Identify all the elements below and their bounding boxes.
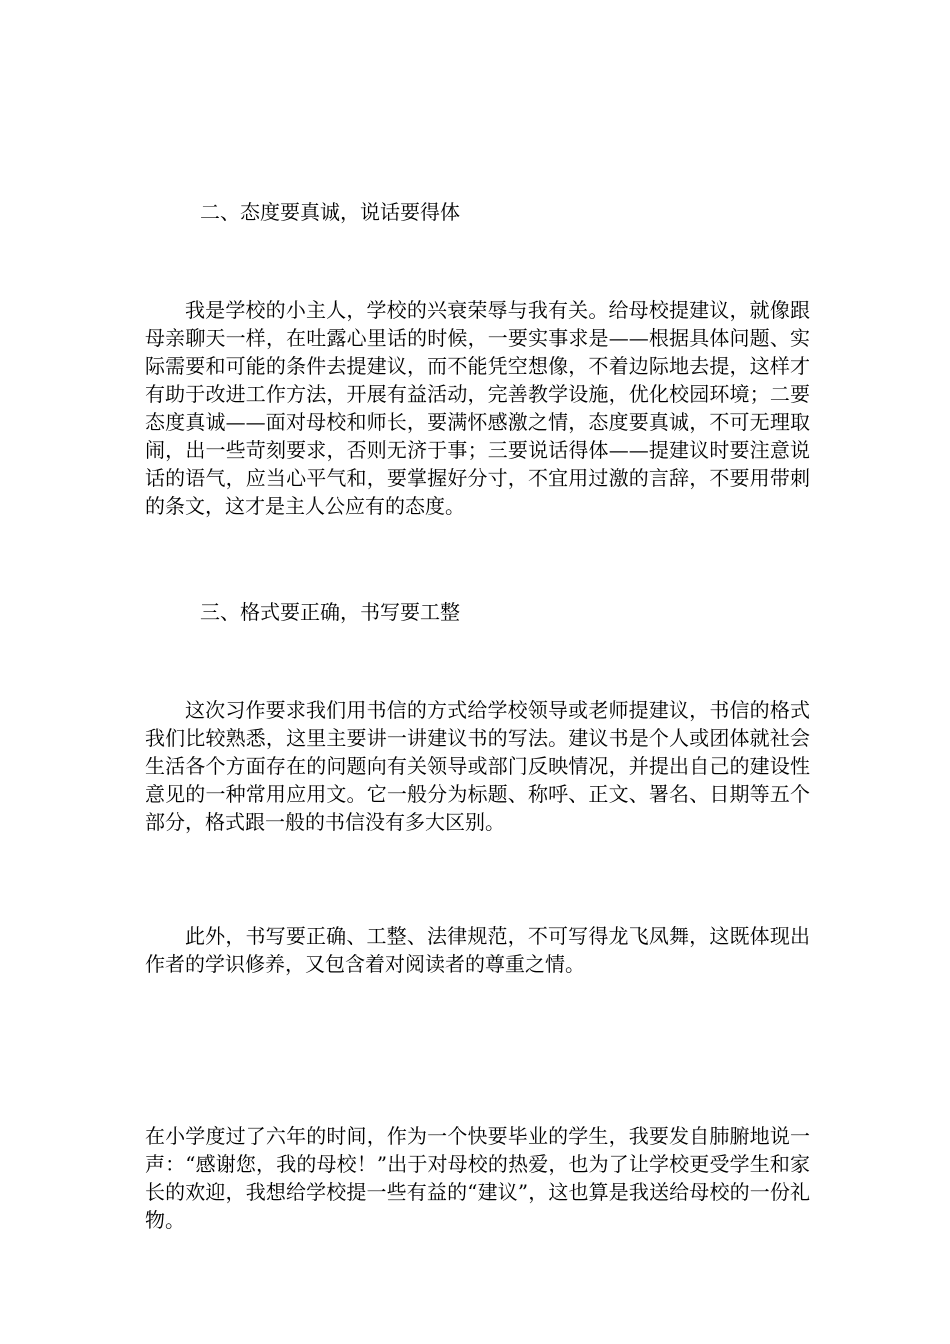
paragraph-attitude: 我是学校的小主人，学校的兴衰荣辱与我有关。给母校提建议，就像跟母亲聊天一样，在吐露心里话的时候，一要实事求是——根据具体问题、实际需要和可能的条件去提建议，而不能凭空想像，不着边际地去提，这样才有助于改进工作方法，开展有益活动，完善教学设施，优化校园环境；二要态度真诚——面对母校和师长，要满怀感激之情，态度要真诚，不可无理取闹，出一些苛刻要求，否则无济于事；三要说话得体——提建议时要注意说话的语气，应当心平气和，要掌握好分寸，不宜用过激的言辞，不要用带刺的条文，这才是主人公应有的态度。 <box>145 298 810 518</box>
paragraph-format: 这次习作要求我们用书信的方式给学校领导或老师提建议，书信的格式我们比较熟悉，这里主要讲一讲建议书的写法。建议书是个人或团体就社会生活各个方面存在的问题向有关领导或部门反映情况，并提出自己的建设性意见的一种常用应用文。它一般分为标题、称呼、正文、署名、日期等五个部分，格式跟一般的书信没有多大区别。 <box>145 698 810 834</box>
section-heading-attitude: 二、态度要真诚，说话要得体 <box>200 200 460 224</box>
paragraph-thanks: 在小学度过了六年的时间，作为一个快要毕业的学生，我要发自肺腑地说一声：“感谢您，我的母校！”出于对母校的热爱，也为了让学校更受学生和家长的欢迎，我想给学校提一些有益的“建议”，这也算是我送给母校的一份礼物。 <box>145 1124 810 1232</box>
section-heading-format: 三、格式要正确，书写要工整 <box>200 600 460 624</box>
paragraph-writing: 此外，书写要正确、工整、法律规范，不可写得龙飞凤舞，这既体现出作者的学识修养，又包含着对阅读者的尊重之情。 <box>145 924 810 976</box>
